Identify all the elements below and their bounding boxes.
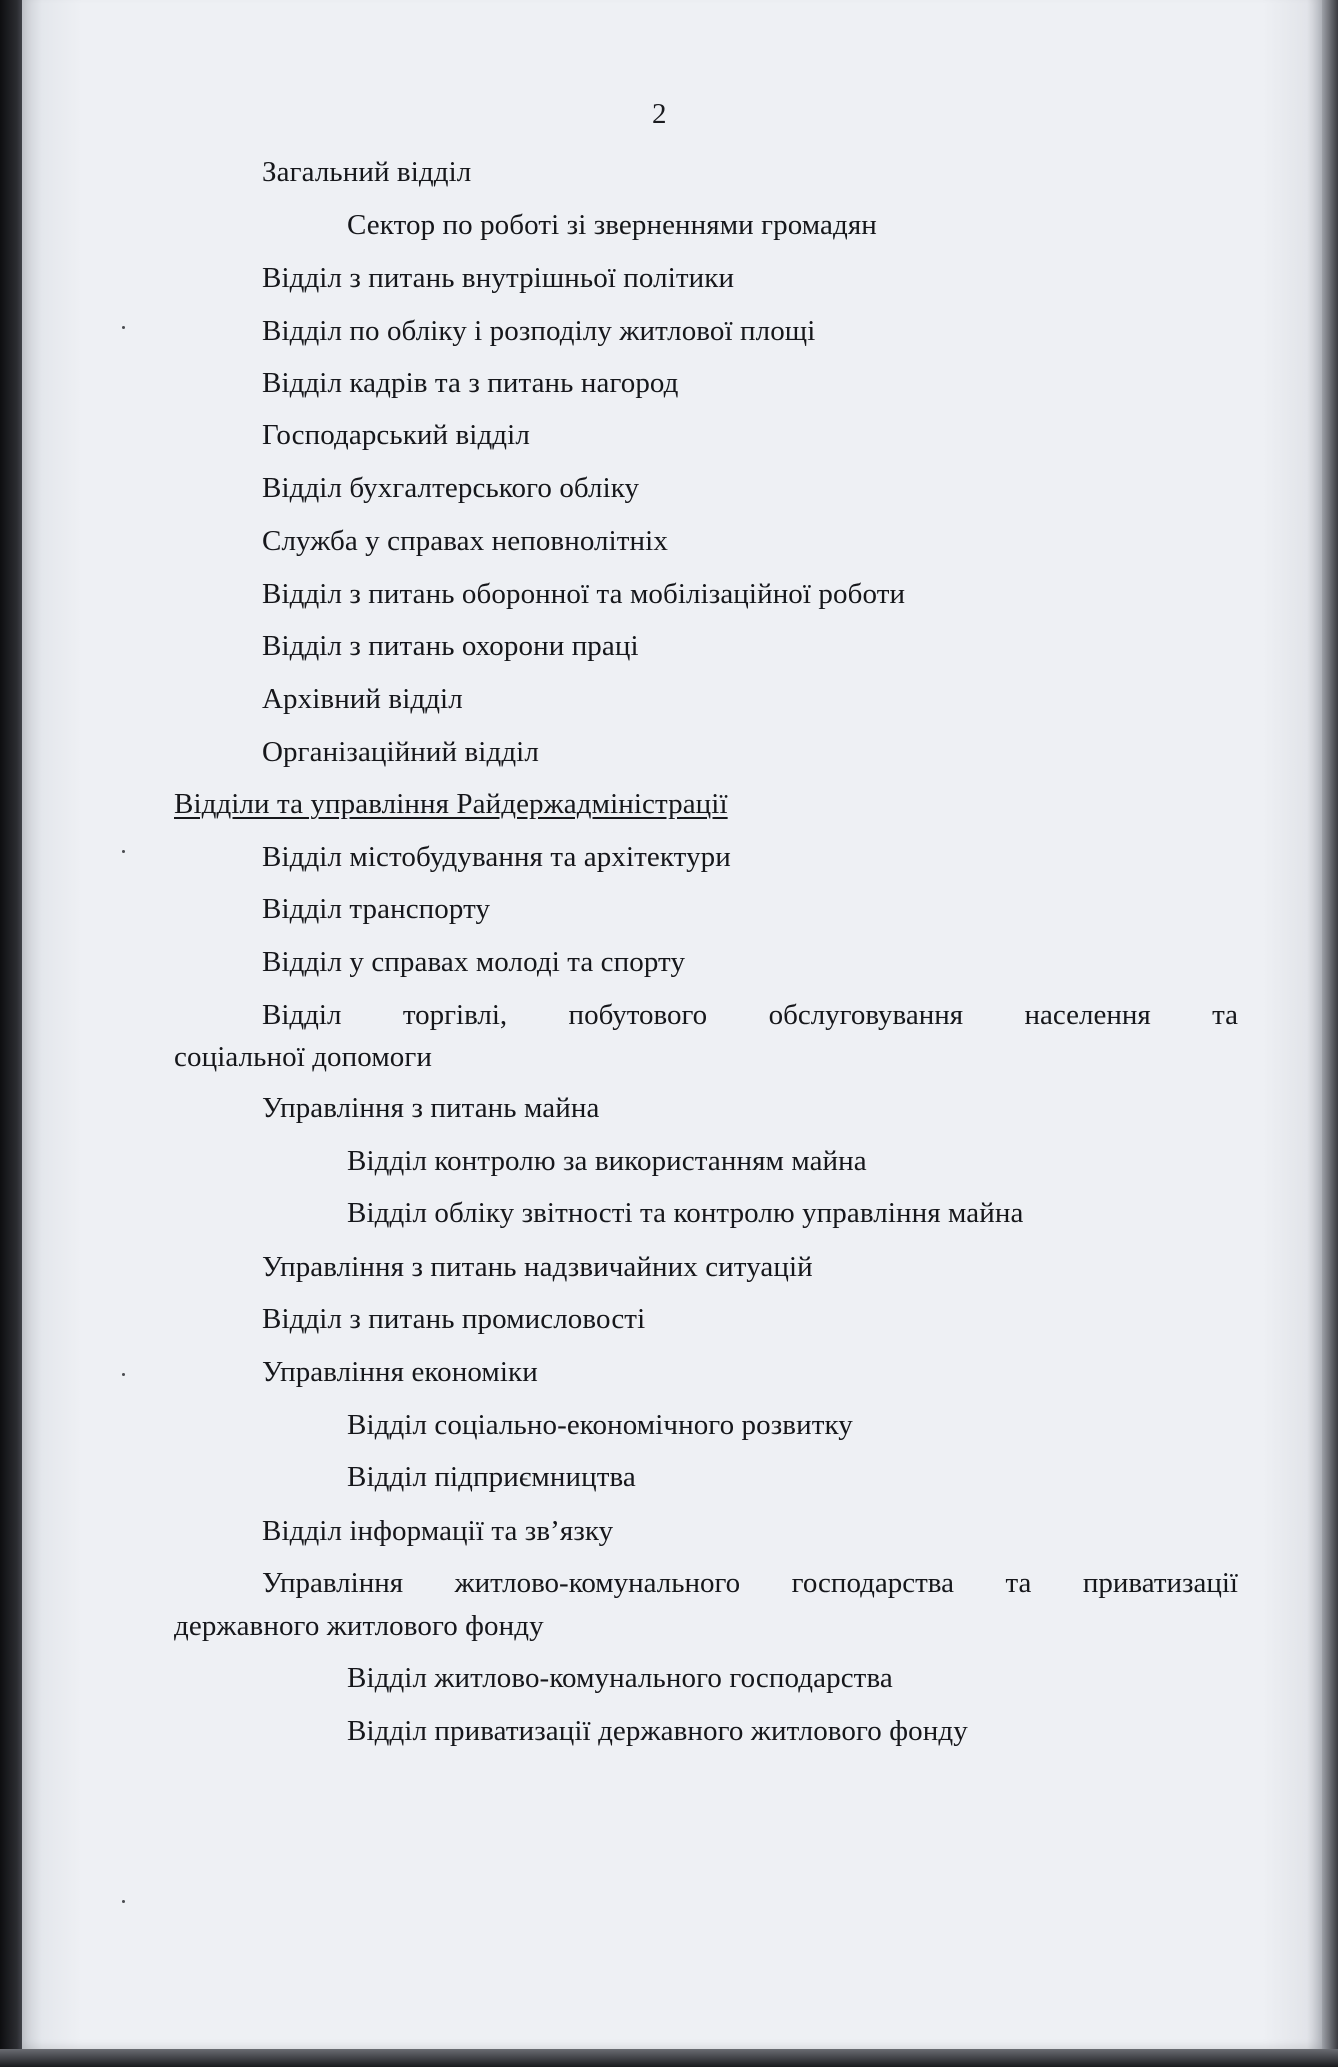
scan-edge-bottom [0,2049,1338,2067]
punch-mark [122,326,125,329]
text-line: державного житлового фонду [174,1610,544,1642]
text-line: Відділ приватизації державного житлового фонду [347,1715,968,1747]
text-line: Служба у справах неповнолітніх [262,525,668,557]
punch-mark [122,850,125,853]
text-line: Відділ соціально-економічного розвитку [347,1409,853,1441]
text-line: Відділ житлово-комунального господарства [347,1662,893,1694]
scan-edge-left [0,0,24,2067]
text-line: Загальний відділ [262,156,472,188]
text-line: Управління економіки [262,1356,538,1388]
text-line: Сектор по роботі зі зверненнями громадян [347,209,877,241]
text-line: Господарський відділ [262,419,530,451]
text-line: Відділ транспорту [262,893,491,925]
text-line-justified: Відділ торгівлі, побутового обслуговування населення та [262,999,1238,1031]
document-page [22,0,1322,2054]
scan-edge-right [1322,0,1338,2067]
text-line: Відділ містобудування та архітектури [262,841,731,873]
text-line: Управління з питань надзвичайних ситуацій [262,1251,813,1283]
text-line: Відділ у справах молоді та спорту [262,946,686,978]
text-line: Відділ кадрів та з питань нагород [262,367,679,399]
text-line: Управління з питань майна [262,1092,600,1124]
text-line: Відділ з питань промисловості [262,1303,646,1335]
page-number: 2 [652,98,667,130]
text-line: Відділ бухгалтерського обліку [262,472,640,504]
text-line-justified: Управління житлово-комунального господарства та приватизації [262,1567,1238,1599]
punch-mark [122,1373,125,1376]
text-line: Відділ підприємництва [347,1461,636,1493]
section-heading: Відділи та управління Райдержадміністрації [174,788,728,820]
text-line: Відділ з питань оборонної та мобілізаційної роботи [262,578,906,610]
text-line: соціальної допомоги [174,1041,432,1073]
text-line: Відділ обліку звітності та контролю управління майна [347,1197,1024,1229]
text-line: Відділ інформації та зв’язку [262,1515,614,1547]
text-line: Відділ з питань внутрішньої політики [262,262,735,294]
punch-mark [122,1900,125,1903]
text-line: Архівний відділ [262,683,463,715]
text-line: Організаційний відділ [262,736,539,768]
text-line: Відділ з питань охорони праці [262,630,639,662]
text-line: Відділ по обліку і розподілу житлової площі [262,315,816,347]
text-line: Відділ контролю за використанням майна [347,1145,867,1177]
